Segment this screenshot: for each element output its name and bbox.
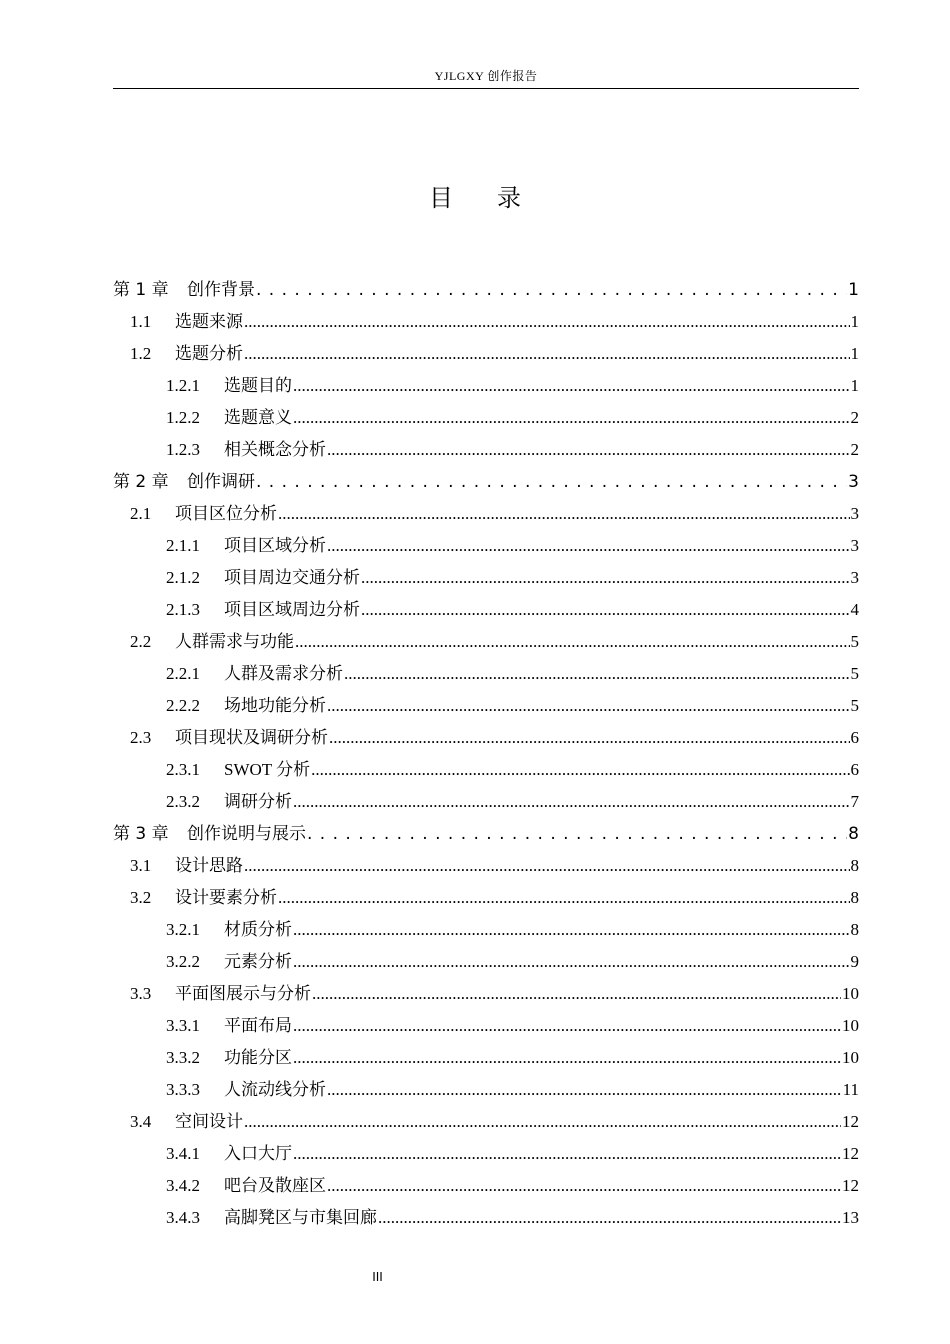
toc-entry-title: 项目区域分析	[224, 536, 326, 555]
toc-entry-title: 人群及需求分析	[224, 664, 343, 683]
toc-entry-title: 选题意义	[224, 408, 292, 427]
toc-entry[interactable]	[113, 914, 859, 946]
toc-entry-page: 8	[850, 920, 859, 939]
toc-entry-title: 选题来源	[175, 312, 243, 331]
toc-entry[interactable]	[113, 1106, 859, 1138]
toc-entry[interactable]	[113, 722, 859, 754]
toc-entry[interactable]	[113, 786, 859, 818]
toc-entry[interactable]	[113, 1010, 859, 1042]
toc-entry-title: 平面布局	[224, 1016, 292, 1035]
toc-dot-leader	[293, 786, 850, 818]
toc-entry[interactable]	[113, 1202, 859, 1234]
toc-entry[interactable]	[113, 658, 859, 690]
toc-entry-page: 4	[850, 600, 859, 619]
toc-entry-title: 创作调研	[187, 472, 255, 492]
toc-dot-leader	[244, 338, 850, 370]
toc-entry-number: 3.3.3	[166, 1080, 200, 1099]
toc-entry[interactable]	[113, 498, 859, 530]
toc-entry-page: 10	[842, 1016, 859, 1035]
toc-entry-title: 场地功能分析	[224, 696, 326, 715]
toc-entry[interactable]	[113, 850, 859, 882]
footer-page-number: III	[372, 1270, 383, 1284]
page-header	[113, 66, 859, 89]
toc-dot-leader	[311, 754, 849, 786]
toc-entry-page: 3	[850, 536, 859, 555]
toc-entry-title: 空间设计	[175, 1112, 243, 1131]
toc-entry-number: 3.3.1	[166, 1016, 200, 1035]
toc-dot-leader	[244, 850, 850, 882]
toc-entry-number: 第 3 章	[113, 824, 169, 844]
toc-dot-leader	[307, 818, 847, 850]
toc-entry[interactable]	[113, 402, 859, 434]
toc-entry-title: SWOT 分析	[224, 760, 311, 779]
toc-entry-number: 3.2.2	[166, 952, 200, 971]
toc-entry-page: 5	[850, 632, 859, 651]
table-of-contents	[113, 274, 859, 1234]
toc-entry-page: 13	[842, 1208, 859, 1227]
toc-dot-leader	[327, 690, 850, 722]
page-footer	[0, 1270, 755, 1284]
toc-entry-page: 6	[850, 760, 859, 779]
toc-dot-leader	[378, 1202, 841, 1234]
toc-entry-title: 元素分析	[224, 952, 292, 971]
toc-entry-page: 1	[848, 280, 859, 300]
toc-entry-number: 2.3.2	[166, 792, 200, 811]
toc-entry-title: 相关概念分析	[224, 440, 326, 459]
toc-entry-title: 人流动线分析	[224, 1080, 326, 1099]
toc-entry-title: 入口大厅	[224, 1144, 292, 1163]
toc-entry-number: 2.3.1	[166, 760, 200, 779]
toc-entry[interactable]	[113, 594, 859, 626]
toc-dot-leader	[244, 1106, 841, 1138]
toc-entry[interactable]	[113, 434, 859, 466]
toc-entry[interactable]	[113, 274, 859, 306]
toc-entry-page: 8	[850, 856, 859, 875]
toc-dot-leader	[293, 946, 850, 978]
toc-entry[interactable]	[113, 338, 859, 370]
toc-dot-leader	[295, 626, 850, 658]
toc-entry-page: 2	[850, 440, 859, 459]
toc-entry[interactable]	[113, 306, 859, 338]
toc-entry-page: 3	[848, 472, 859, 492]
toc-dot-leader	[244, 306, 850, 338]
toc-dot-leader	[278, 882, 850, 914]
toc-entry-title: 创作背景	[187, 280, 255, 300]
toc-entry-page: 2	[850, 408, 859, 427]
toc-entry-title: 选题分析	[175, 344, 243, 363]
toc-entry-title: 创作说明与展示	[187, 824, 306, 844]
toc-dot-leader	[256, 274, 847, 306]
toc-entry-number: 2.3	[130, 728, 152, 747]
toc-dot-leader	[329, 722, 850, 754]
toc-entry-number: 第 1 章	[113, 280, 169, 300]
toc-entry-number: 2.2.1	[166, 664, 200, 683]
toc-entry[interactable]	[113, 1170, 859, 1202]
toc-entry[interactable]	[113, 690, 859, 722]
toc-entry-number: 1.2.1	[166, 376, 200, 395]
toc-entry-page: 9	[850, 952, 859, 971]
toc-dot-leader	[293, 1138, 841, 1170]
toc-entry-number: 3.3	[130, 984, 152, 1003]
toc-dot-leader	[293, 402, 850, 434]
toc-entry-title: 项目区域周边分析	[224, 600, 360, 619]
toc-entry[interactable]	[113, 1074, 859, 1106]
toc-entry-page: 10	[842, 1048, 859, 1067]
toc-entry-page: 12	[842, 1144, 859, 1163]
toc-entry-number: 2.1.3	[166, 600, 200, 619]
toc-entry[interactable]	[113, 1138, 859, 1170]
toc-entry-title: 设计要素分析	[175, 888, 277, 907]
toc-entry-title: 项目区位分析	[175, 504, 277, 523]
toc-dot-leader	[293, 1042, 841, 1074]
toc-entry-title: 功能分区	[224, 1048, 292, 1067]
toc-entry-page: 8	[848, 824, 859, 844]
toc-entry-title: 项目周边交通分析	[224, 568, 360, 587]
toc-entry-number: 3.2.1	[166, 920, 200, 939]
toc-dot-leader	[344, 658, 850, 690]
toc-dot-leader	[256, 466, 847, 498]
toc-entry-number: 3.3.2	[166, 1048, 200, 1067]
toc-entry-number: 2.2.2	[166, 696, 200, 715]
toc-title: 目录	[429, 184, 565, 212]
toc-dot-leader	[361, 594, 850, 626]
toc-entry[interactable]	[113, 626, 859, 658]
toc-entry-title: 材质分析	[224, 920, 292, 939]
toc-entry-number: 3.4.3	[166, 1208, 200, 1227]
toc-entry-page: 3	[850, 568, 859, 587]
toc-entry-page: 1	[850, 344, 859, 363]
toc-entry-number: 3.4.1	[166, 1144, 200, 1163]
toc-dot-leader	[293, 1010, 841, 1042]
toc-entry[interactable]	[113, 466, 859, 498]
header-text: YJLGXY 创作报告	[434, 69, 538, 83]
toc-entry-number: 1.2.2	[166, 408, 200, 427]
toc-dot-leader	[361, 562, 850, 594]
toc-entry-page: 10	[842, 984, 859, 1003]
toc-entry-page: 12	[842, 1176, 859, 1195]
toc-entry-page: 12	[842, 1112, 859, 1131]
toc-entry-page: 3	[850, 504, 859, 523]
toc-entry-title: 人群需求与功能	[175, 632, 294, 651]
toc-entry[interactable]	[113, 530, 859, 562]
toc-entry-number: 2.1.1	[166, 536, 200, 555]
toc-entry-title: 项目现状及调研分析	[175, 728, 328, 747]
toc-entry-page: 1	[850, 312, 859, 331]
toc-entry[interactable]	[113, 978, 859, 1010]
toc-entry-number: 2.1.2	[166, 568, 200, 587]
toc-dot-leader	[278, 498, 850, 530]
toc-entry-number: 2.1	[130, 504, 152, 523]
toc-entry-page: 5	[850, 696, 859, 715]
toc-entry-page: 8	[850, 888, 859, 907]
toc-entry[interactable]	[113, 370, 859, 402]
toc-entry[interactable]	[113, 946, 859, 978]
toc-dot-leader	[312, 978, 841, 1010]
toc-entry[interactable]	[113, 562, 859, 594]
toc-entry-number: 3.1	[130, 856, 152, 875]
toc-dot-leader	[327, 1074, 842, 1106]
toc-dot-leader	[293, 914, 850, 946]
toc-entry[interactable]	[113, 882, 859, 914]
toc-entry-page: 6	[850, 728, 859, 747]
toc-entry-number: 1.2.3	[166, 440, 200, 459]
toc-dot-leader	[327, 1170, 841, 1202]
toc-entry-page: 5	[850, 664, 859, 683]
toc-entry[interactable]	[113, 754, 859, 786]
toc-entry[interactable]	[113, 818, 859, 850]
toc-entry-number: 2.2	[130, 632, 152, 651]
toc-entry-title: 设计思路	[175, 856, 243, 875]
toc-entry-number: 3.4	[130, 1112, 152, 1131]
toc-dot-leader	[327, 434, 850, 466]
toc-dot-leader	[327, 530, 850, 562]
toc-entry-number: 3.4.2	[166, 1176, 200, 1195]
toc-entry-number: 3.2	[130, 888, 152, 907]
toc-entry-number: 1.2	[130, 344, 152, 363]
toc-dot-leader	[293, 370, 850, 402]
toc-entry-page: 1	[850, 376, 859, 395]
toc-entry-title: 吧台及散座区	[224, 1176, 326, 1195]
toc-entry-title: 高脚凳区与市集回廊	[224, 1208, 377, 1227]
toc-entry-page: 11	[842, 1080, 859, 1099]
toc-entry-title: 平面图展示与分析	[175, 984, 311, 1003]
toc-entry-title: 调研分析	[224, 792, 292, 811]
toc-entry-number: 第 2 章	[113, 472, 169, 492]
toc-entry[interactable]	[113, 1042, 859, 1074]
toc-entry-number: 1.1	[130, 312, 152, 331]
toc-entry-title: 选题目的	[224, 376, 292, 395]
toc-entry-page: 7	[850, 792, 859, 811]
